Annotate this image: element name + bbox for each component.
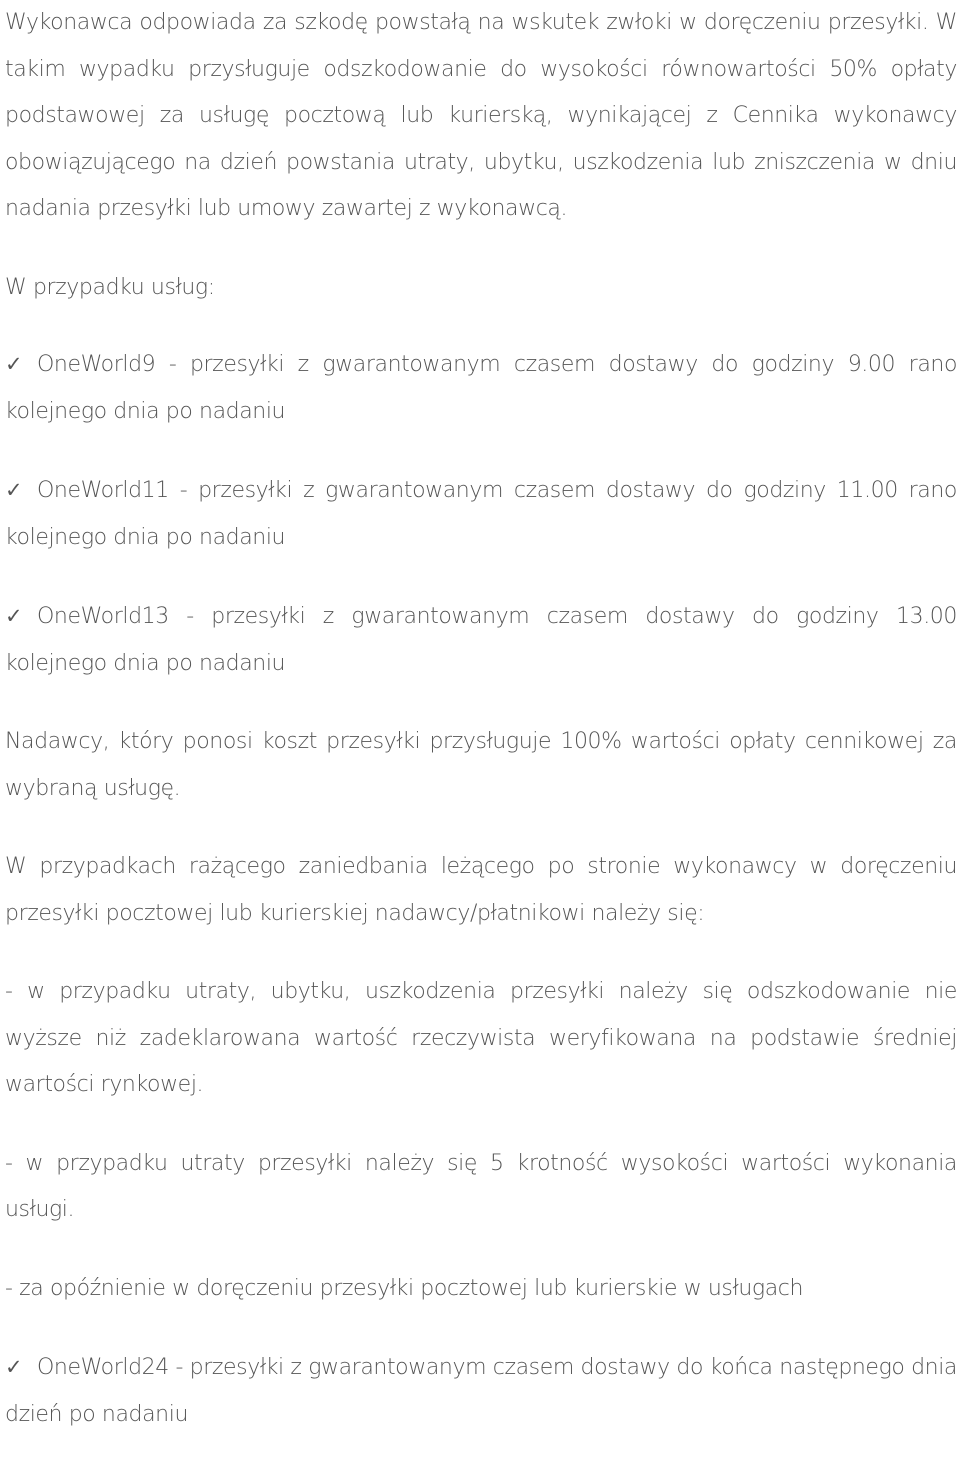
loss-item: - w przypadku utraty przesyłki należy się 5 krotność wysokości wartości wykonania usługi. <box>5 1150 957 1222</box>
checkmark-icon: ✓ <box>5 352 23 376</box>
service-text: OneWorld13 - przesyłki z gwarantowanym czasem dostawy do godziny 13.00 kolejnego dnia po nadaniu <box>5 604 957 676</box>
sender-paragraph: Nadawcy, który ponosi koszt przesyłki przysługuje 100% wartości opłaty cennikowej za wybraną usługę. <box>5 729 957 801</box>
service-item-oneworld9 <box>5 341 957 435</box>
liability-paragraph: Wykonawca odpowiada za szkodę powstałą na wskutek zwłoki w doręczeniu przesyłki. W takim wypadku przysługuje odszkodowanie do wysokości równowartości 50% opłaty podstawowej za usługę pocztową lub kurierską, wynikającej z Cennika wykonawcy obowiązującego na dzień powstania utraty, ubytku, uszkodzenia lub zniszczenia w dniu nadania przesyłki lub umowy zawartej z wykonawcą. <box>5 10 957 221</box>
checkmark-icon: ✓ <box>5 478 23 502</box>
negligence-paragraph: W przypadkach rażącego zaniedbania leżącego po stronie wykonawcy w doręczeniu przesyłki pocztowej lub kurierskiej nadawcy/płatnikowi należy się: <box>5 854 957 926</box>
services-heading: W przypadku usług: <box>5 274 215 300</box>
damage-item: - w przypadku utraty, ubytku, uszkodzenia przesyłki należy się odszkodowanie nie wyższe niż zadeklarowana wartość rzeczywista weryfikowana na podstawie średniej wartości rynkowej. <box>5 979 957 1097</box>
service-item-oneworld11 <box>5 467 957 561</box>
checkmark-icon: ✓ <box>5 604 23 628</box>
service-item-oneworld24 <box>5 1344 957 1438</box>
checkmark-icon: ✓ <box>5 1355 23 1379</box>
service-text: OneWorld24 - przesyłki z gwarantowanym czasem dostawy do końca następnego dnia dzień po nadaniu <box>5 1355 957 1427</box>
service-item-oneworld13 <box>5 593 957 687</box>
document-body <box>5 0 957 1438</box>
service-text: OneWorld11 - przesyłki z gwarantowanym czasem dostawy do godziny 11.00 rano kolejnego dnia po nadaniu <box>5 478 957 550</box>
delay-item: - za opóźnienie w doręczeniu przesyłki pocztowej lub kurierskie w usługach <box>5 1275 804 1301</box>
service-text: OneWorld9 - przesyłki z gwarantowanym czasem dostawy do godziny 9.00 rano kolejnego dnia po nadaniu <box>5 352 957 424</box>
